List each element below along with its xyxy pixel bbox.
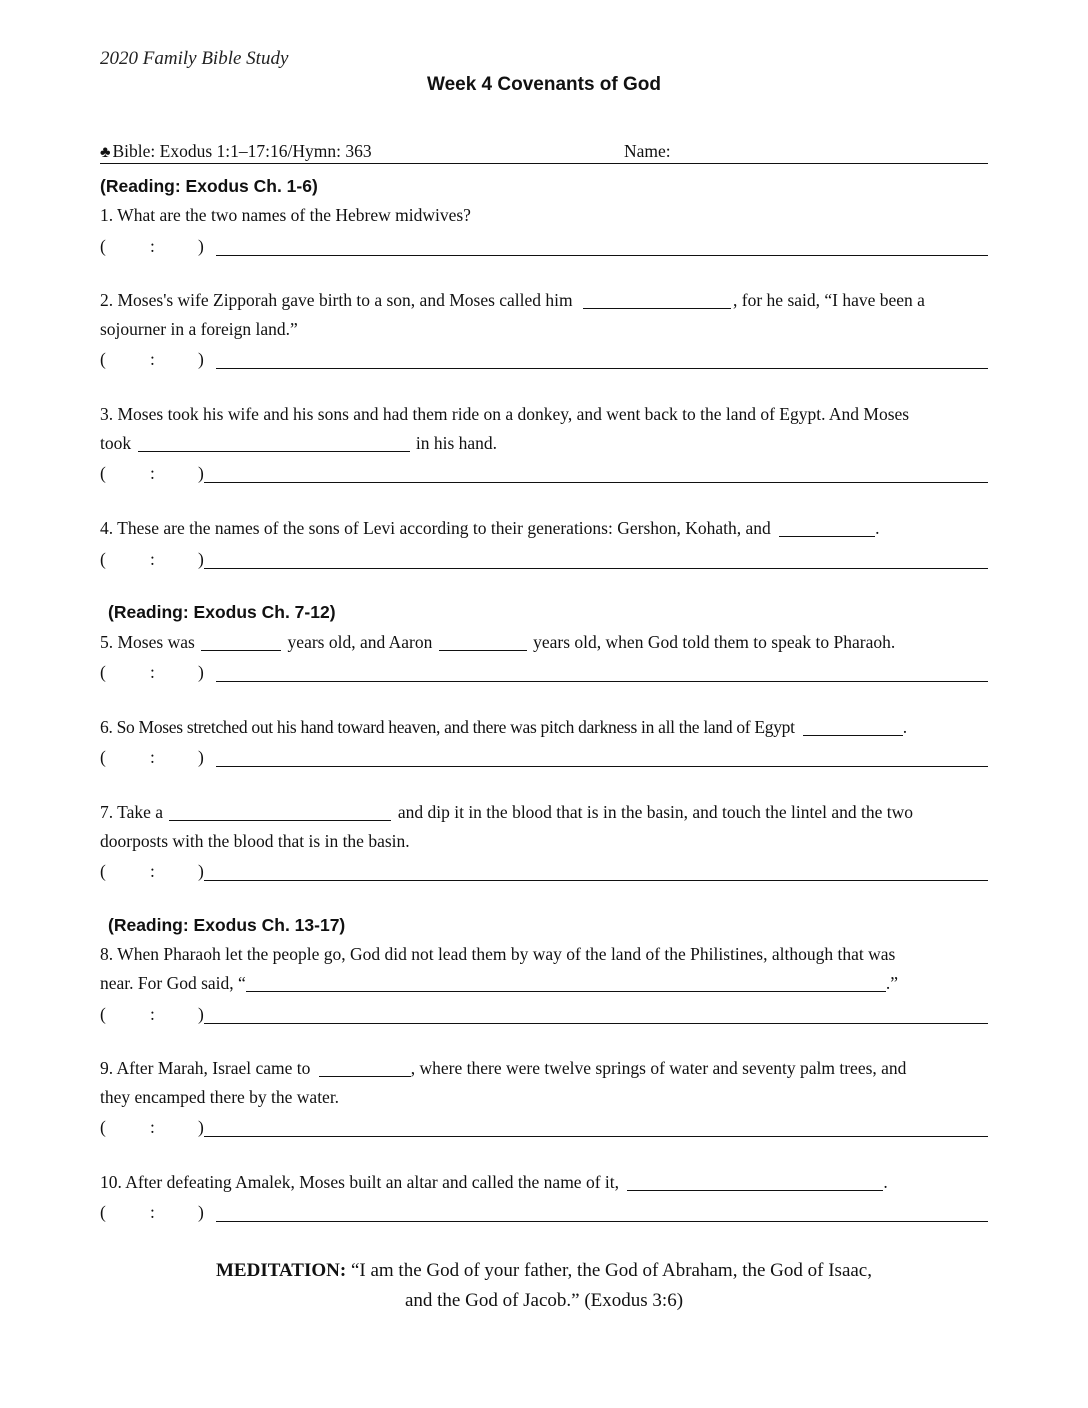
- close-paren: ): [198, 662, 204, 682]
- answer-row-4: [100, 549, 988, 571]
- colon: :: [150, 662, 155, 682]
- question-5-text-cont2: years old, when God told them to speak to Pharaoh.: [533, 632, 896, 652]
- question-3-line1: 3. Moses took his wife and his sons and had them ride on a donkey, and went back to the land of Egypt. And Moses: [100, 404, 910, 424]
- question-10-text: 10. After defeating Amalek, Moses built an altar and called the name of it,: [100, 1172, 620, 1192]
- answer-line[interactable]: [204, 568, 988, 569]
- open-paren: (: [100, 1004, 106, 1024]
- answer-row-9: [100, 1117, 988, 1139]
- club-icon: ♣: [100, 144, 111, 161]
- close-paren: ): [198, 1004, 204, 1024]
- question-5-text-cont: years old, and Aaron: [287, 632, 433, 652]
- answer-row-7: [100, 861, 988, 883]
- question-4: [100, 514, 990, 543]
- close-paren: ): [198, 549, 204, 569]
- colon: :: [150, 349, 155, 369]
- section-heading: (Reading: Exodus Ch. 13-17): [108, 915, 346, 935]
- answer-line[interactable]: [204, 1023, 988, 1024]
- close-paren: ): [198, 861, 204, 881]
- meditation-block: [0, 1256, 1088, 1316]
- question-1: [100, 201, 990, 230]
- colon: :: [150, 236, 155, 256]
- page-title: Week 4 Covenants of God: [426, 74, 662, 95]
- question-6-text-cont: .: [902, 717, 907, 737]
- colon: :: [150, 549, 155, 569]
- question-8-text-cont: .”: [885, 972, 898, 993]
- colon: :: [150, 463, 155, 483]
- answer-row-1: [100, 236, 988, 258]
- answer-row-5: [100, 662, 988, 684]
- open-paren: (: [100, 463, 106, 483]
- answer-line[interactable]: [204, 1136, 988, 1137]
- fill-blank[interactable]: [319, 1058, 411, 1077]
- question-7: [100, 798, 990, 855]
- meditation-line1: “I am the God of your father, the God of Abraham, the God of Isaac,: [346, 1260, 872, 1281]
- open-paren: (: [100, 747, 106, 767]
- question-2-line2: sojourner in a foreign land.”: [100, 318, 298, 339]
- question-9-text: 9. After Marah, Israel came to: [100, 1058, 311, 1078]
- answer-line[interactable]: [216, 368, 988, 369]
- question-7-text-cont: and dip it in the blood that is in the basin, and touch the lintel and the two: [397, 802, 914, 822]
- meditation-line2: and the God of Jacob.” (Exodus 3:6): [404, 1290, 684, 1311]
- answer-row-2: [100, 349, 988, 371]
- question-5-text: 5. Moses was: [100, 632, 195, 652]
- question-3-text-cont: in his hand.: [415, 432, 498, 453]
- close-paren: ): [198, 1202, 204, 1222]
- fill-blank[interactable]: [803, 717, 903, 736]
- question-9-text-cont: , where there were twelve springs of water and seventy palm trees, and: [410, 1058, 907, 1078]
- question-7-text: 7. Take a: [100, 802, 164, 822]
- question-5: [100, 628, 990, 657]
- question-7-line2: doorposts with the blood that is in the basin.: [100, 830, 410, 851]
- colon: :: [150, 1004, 155, 1024]
- question-10: [100, 1168, 990, 1197]
- question-8-line1: 8. When Pharaoh let the people go, God did not lead them by way of the land of the Philistines, although that was: [100, 944, 896, 964]
- answer-row-3: [100, 463, 988, 485]
- question-4-text-cont: .: [875, 518, 880, 538]
- answer-row-8: [100, 1004, 988, 1026]
- fill-blank[interactable]: [169, 802, 391, 821]
- question-1-text: 1. What are the two names of the Hebrew midwives?: [100, 205, 471, 225]
- colon: :: [150, 861, 155, 881]
- answer-row-10: [100, 1202, 988, 1224]
- question-2-text: 2. Moses's wife Zipporah gave birth to a son, and Moses called him: [100, 290, 573, 310]
- close-paren: ): [198, 349, 204, 369]
- fill-blank[interactable]: [201, 632, 281, 651]
- answer-line[interactable]: [204, 482, 988, 483]
- name-label: Name:: [624, 141, 671, 161]
- question-2: [100, 286, 990, 343]
- bible-reference: [100, 141, 372, 162]
- open-paren: (: [100, 1202, 106, 1222]
- open-paren: (: [100, 662, 106, 682]
- bible-reference-text: Bible: Exodus 1:1–17:16/Hymn: 363: [112, 141, 372, 161]
- open-paren: (: [100, 549, 106, 569]
- open-paren: (: [100, 236, 106, 256]
- fill-blank[interactable]: [583, 290, 731, 309]
- fill-blank[interactable]: [779, 518, 875, 537]
- question-6: [100, 713, 990, 742]
- answer-line[interactable]: [216, 1221, 988, 1222]
- close-paren: ): [198, 236, 204, 256]
- header-series-label: 2020 Family Bible Study: [100, 48, 289, 69]
- fill-blank[interactable]: [246, 973, 886, 992]
- colon: :: [150, 1117, 155, 1137]
- question-6-text: 6. So Moses stretched out his hand toward heaven, and there was pitch darkness in all the land of Egypt: [100, 717, 795, 737]
- colon: :: [150, 1202, 155, 1222]
- question-8: [100, 940, 990, 997]
- question-9: [100, 1054, 990, 1111]
- open-paren: (: [100, 349, 106, 369]
- section-heading: (Reading: Exodus Ch. 7-12): [108, 602, 336, 622]
- meditation-label: MEDITATION:: [216, 1260, 347, 1281]
- question-3: [100, 400, 990, 457]
- question-9-line2: they encamped there by the water.: [100, 1086, 340, 1107]
- question-8-text: near. For God said, “: [100, 972, 246, 993]
- open-paren: (: [100, 1117, 106, 1137]
- section-heading: (Reading: Exodus Ch. 1-6): [100, 176, 318, 196]
- answer-row-6: [100, 747, 988, 769]
- answer-line[interactable]: [216, 255, 988, 256]
- answer-line[interactable]: [216, 681, 988, 682]
- question-2-text-cont: , for he said, “I have been a: [733, 290, 925, 310]
- question-3-text: took: [100, 432, 132, 453]
- question-10-text-cont: .: [883, 1172, 888, 1192]
- fill-blank[interactable]: [138, 433, 410, 452]
- fill-blank[interactable]: [439, 632, 527, 651]
- info-row: [100, 141, 988, 164]
- open-paren: (: [100, 861, 106, 881]
- answer-line[interactable]: [216, 766, 988, 767]
- answer-line[interactable]: [204, 880, 988, 881]
- close-paren: ): [198, 1117, 204, 1137]
- fill-blank[interactable]: [627, 1172, 883, 1191]
- close-paren: ): [198, 747, 204, 767]
- close-paren: ): [198, 463, 204, 483]
- colon: :: [150, 747, 155, 767]
- question-4-text: 4. These are the names of the sons of Levi according to their generations: Gershon, Kohath, and: [100, 518, 771, 538]
